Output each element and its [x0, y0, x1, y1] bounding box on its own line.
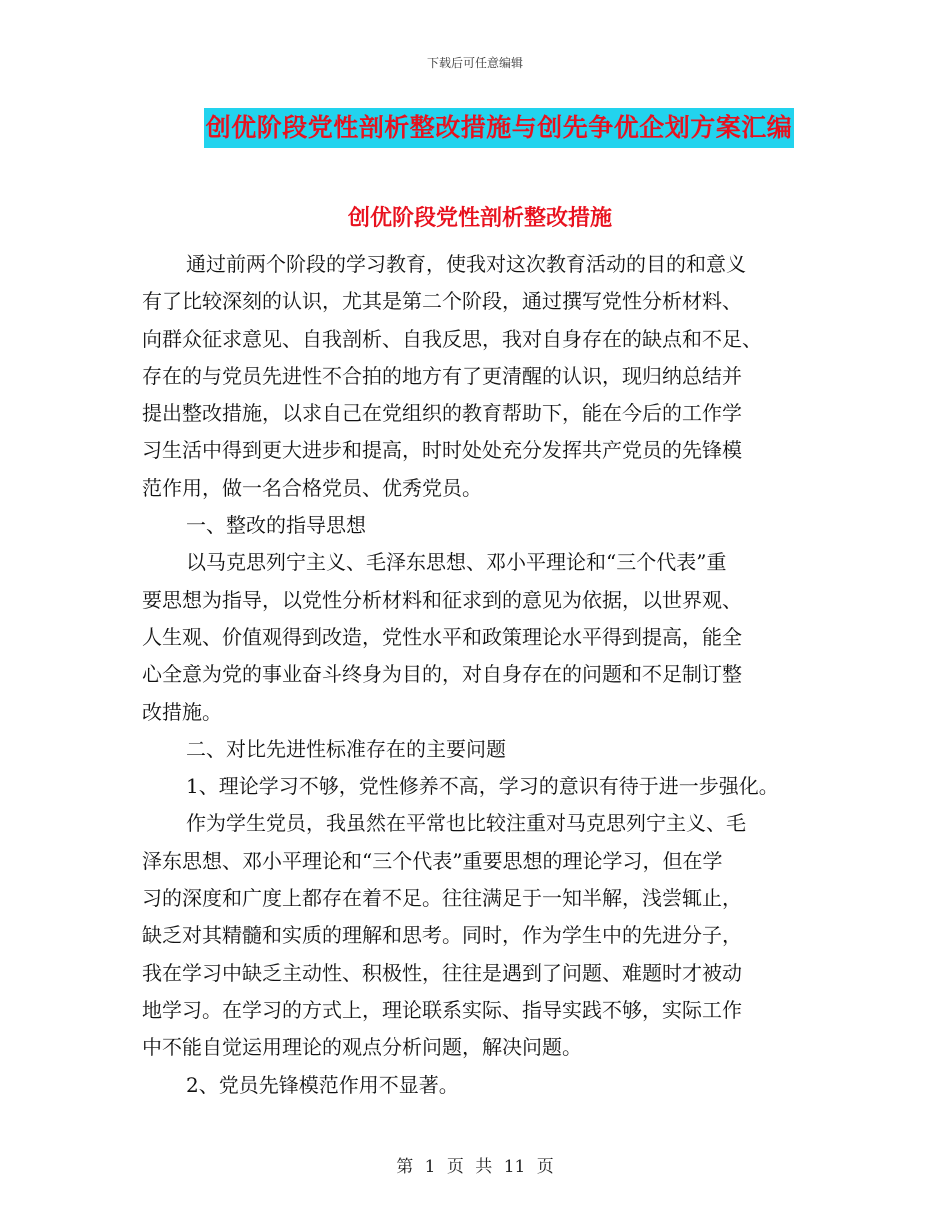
text-line: 1、理论学习不够，党性修养不高，学习的意识有待于进一步强化。 — [186, 774, 779, 799]
text-line: 我在学习中缺乏主动性、积极性，往往是遇到了问题、难题时才被动 — [142, 960, 742, 985]
text-line: 习生活中得到更大进步和提高，时时处处充分发挥共产党员的先锋模 — [142, 438, 742, 463]
text-line: 提出整改措施，以求自己在党组织的教育帮助下，能在今后的工作学 — [142, 401, 742, 426]
main-title-container — [0, 108, 950, 148]
text-line: 向群众征求意见、自我剖析、自我反思，我对自身存在的缺点和不足、 — [142, 326, 762, 351]
text-line: 二、对比先进性标准存在的主要问题 — [186, 736, 506, 761]
text-line: 人生观、价值观得到改造，党性水平和政策理论水平得到提高，能全 — [142, 624, 742, 649]
text-line: 心全意为党的事业奋斗终身为目的，对自身存在的问题和不足制订整 — [142, 662, 742, 687]
text-line: 通过前两个阶段的学习教育，使我对这次教育活动的目的和意义 — [186, 252, 746, 276]
text-line: 习的深度和广度上都存在着不足。往往满足于一知半解，浅尝辄止， — [142, 886, 742, 911]
text-line: 中不能自觉运用理论的观点分析问题，解决问题。 — [142, 1035, 582, 1060]
header-note: 下载后可任意编辑 — [426, 56, 523, 70]
text-line: 存在的与党员先进性不合拍的地方有了更清醒的认识，现归纳总结并 — [142, 363, 742, 388]
text-line: 一、整改的指导思想 — [186, 513, 366, 538]
text-line: 缺乏对其精髓和实质的理解和思考。同时，作为学生中的先进分子， — [142, 923, 742, 948]
text-line: 范作用，做一名合格党员、优秀党员。 — [142, 475, 482, 500]
text-line: 有了比较深刻的认识，尤其是第二个阶段，通过撰写党性分析材料、 — [142, 289, 742, 314]
text-line: 改措施。 — [142, 699, 222, 724]
text-line: 地学习。在学习的方式上，理论联系实际、指导实践不够，实际工作 — [142, 997, 742, 1022]
document-body — [142, 246, 822, 1104]
text-line: 要思想为指导，以党性分析材料和征求到的意见为依据，以世界观、 — [142, 587, 742, 612]
main-title: 创优阶段党性剖析整改措施与创先争优企划方案汇编 — [204, 108, 795, 148]
text-line: 作为学生党员，我虽然在平常也比较注重对马克思列宁主义、毛 — [186, 811, 746, 836]
text-line: 2、党员先锋模范作用不显著。 — [186, 1072, 459, 1097]
text-line: 以马克思列宁主义、毛泽东思想、邓小平理论和“三个代表”重 — [186, 550, 727, 575]
page-footer: 第 1 页 共 11 页 — [396, 1157, 554, 1177]
section-title: 创优阶段党性剖析整改措施 — [347, 205, 612, 231]
text-line: 泽东思想、邓小平理论和“三个代表”重要思想的理论学习，但在学 — [142, 848, 723, 873]
